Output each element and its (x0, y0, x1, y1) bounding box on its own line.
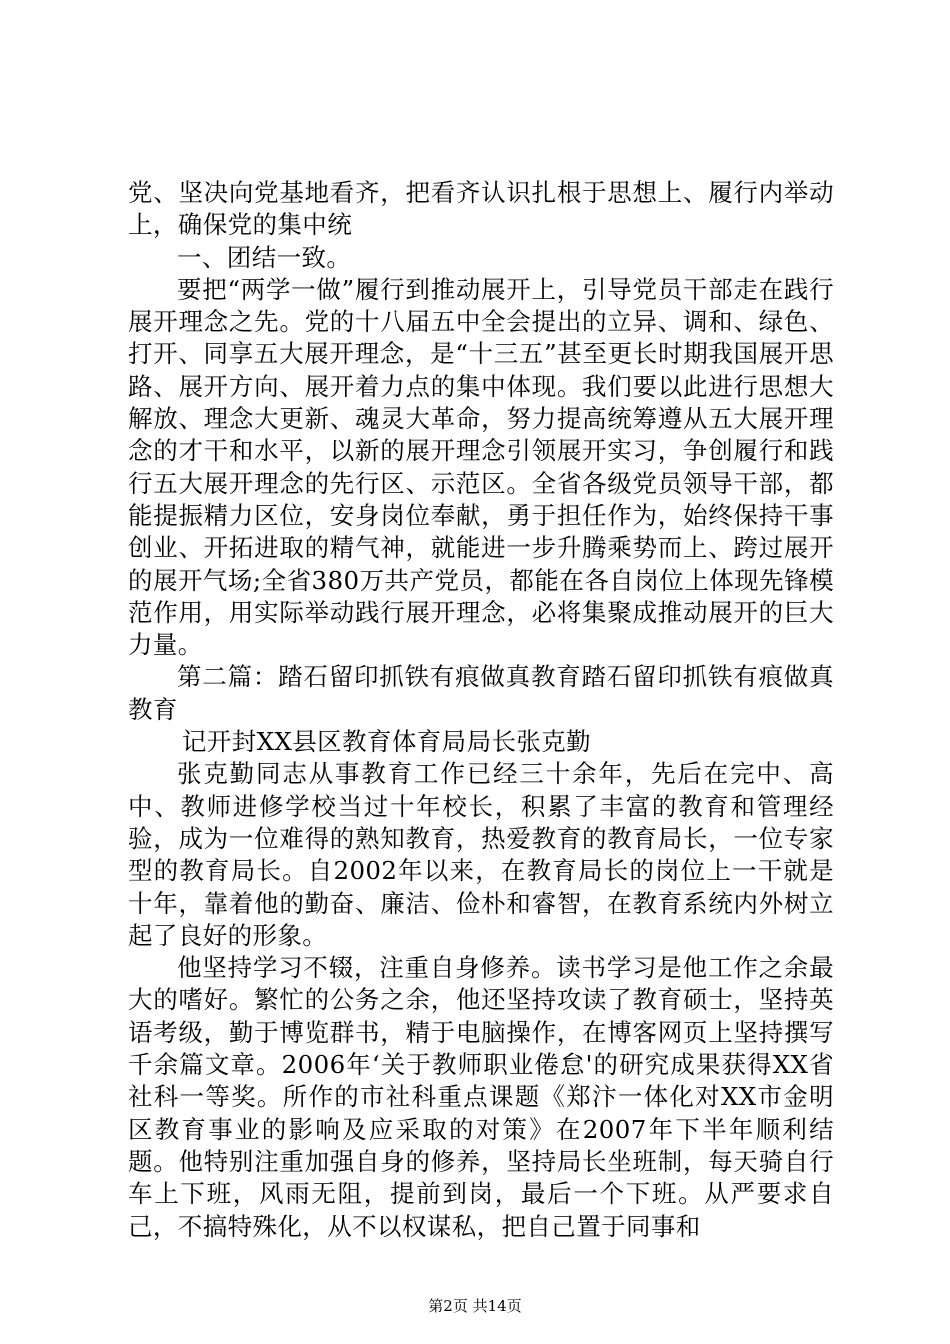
paragraph-study: 他坚持学习不辍，注重自身修养。读书学习是他工作之余最大的嗜好。繁忙的公务之余，他还坚持攻读了教育硕士，坚持英语考级，勤于博览群书，精于电脑操作，在博客网页上坚持撰写千余篇文章。2006年‘关于教师职业倦怠'的研究成果获得XX省社科一等奖。所作的市社科重点课题《郑汴一体化对XX市金明区教育事业的影响及应采取的对策》在2007年下半年顺利结题。他特别注重加强自身的修养，坚持局长坐班制，每天骑自行车上下班，风雨无阻，提前到岗，最后一个下班。从严要求自己，不搞特殊化，从不以权谋私，把自己置于同事和 (128, 953, 834, 1241)
paragraph-unity: 一、团结一致。 (177, 242, 352, 272)
paragraph-biography: 张克勤同志从事教育工作已经三十余年，先后在完中、高中、教师进修学校当过十年校长，积累了丰富的教育和管理经验，成为一位难得的熟知教育，热爱教育的教育局长，一位专家型的教育局长。自2002年以来，在教育局长的岗位上一干就是十年，靠着他的勤奋、廉洁、俭朴和睿智，在教育系统内外树立起了良好的形象。 (128, 759, 834, 950)
document-body (128, 177, 834, 1243)
page-footer: 第2页 共14页 (428, 1297, 522, 1315)
paragraph-continuation: 党、坚决向党基地看齐，把看齐认识扎根于思想上、履行内举动上，确保党的集中统 (128, 178, 834, 240)
subtitle: 记开封XX县区教育体育局局长张克勤 (181, 727, 592, 757)
section-heading: 第二篇：踏石留印抓铁有痕做真教育踏石留印抓铁有痕做真教育 (128, 662, 834, 724)
paragraph-development: 要把“两学一做”履行到推动展开上，引导党员干部走在践行展开理念之先。党的十八届五中全会提出的立异、调和、绿色、打开、同享五大展开理念，是“十三五”甚至更长时期我国展开思路、展开方向、展开着力点的集中体现。我们要以此进行思想大解放、理念大更新、魂灵大革命，努力提高统筹遵从五大展开理念的才干和水平，以新的展开理念引领展开实习，争创履行和践行五大展开理念的先行区、示范区。全省各级党员领导干部，都能提振精力区位，安身岗位奉献，勇于担任作为，始终保持干事创业、开拓进取的精气神，就能进一步升腾乘势而上、跨过展开的展开气场;全省380万共产党员，都能在各自岗位上体现先锋模范作用，用实际举动践行展开理念，必将集聚成推动展开的巨大力量。 (128, 274, 834, 660)
